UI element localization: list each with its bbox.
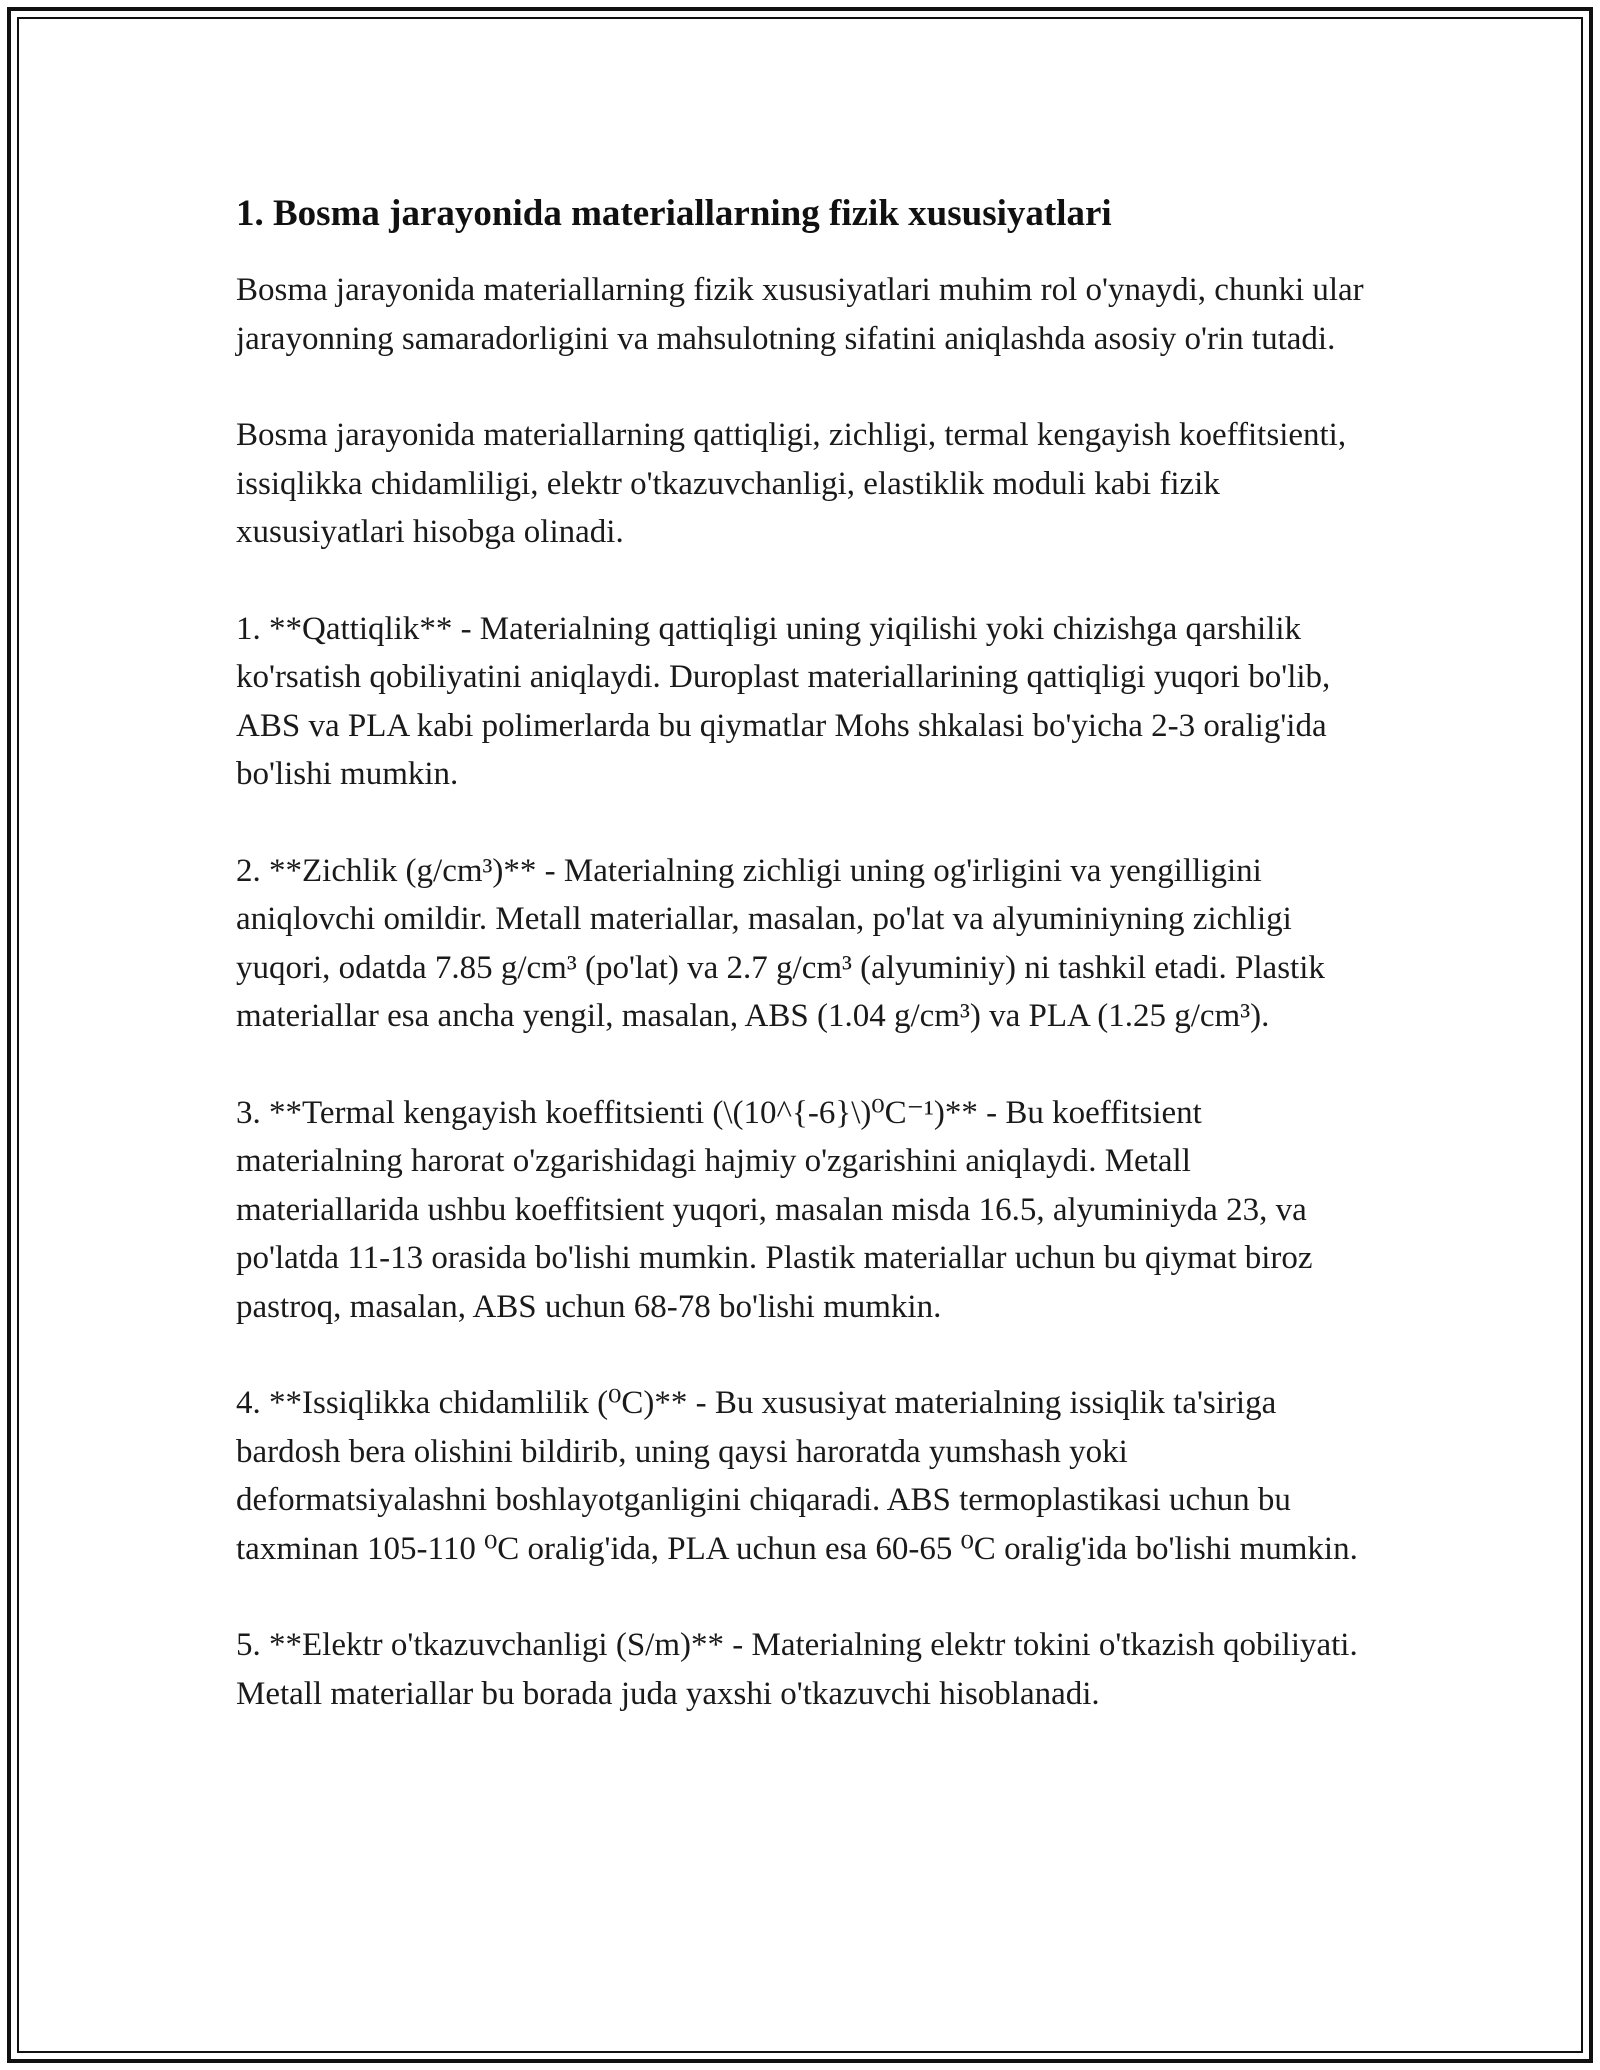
paragraph-thermal-expansion: 3. **Termal kengayish koeffitsienti (\(10^{-6}\)⁰C⁻¹)** - Bu koeffitsient materialning harorat o'zgarishidagi hajmiy o'zgarishini aniqlaydi. Metall materiallarida ushbu koeffitsient yuqori, masalan misda 16.5, alyuminiyda 23, va po'latda 11-13 orasida bo'lishi mumkin. Plastik materiallar uchun bu qiymat biroz pastroq, masalan, ABS uchun 68-78 bo'lishi mumkin. bbox=[236, 1094, 1313, 1325]
paragraph-hardness: 1. **Qattiqlik** - Materialning qattiqligi uning yiqilishi yoki chizishga qarshilik ko'rsatish qobiliyatini aniqlaydi. Duroplast materiallarining qattiqligi yuqori bo'lib, ABS va PLA kabi polimerlarda bu qiymatlar Mohs shkalasi bo'yicha 2-3 oralig'ida bo'lishi mumkin. bbox=[236, 610, 1331, 792]
document-body bbox=[236, 188, 1366, 1766]
paragraph-density: 2. **Zichlik (g/cm³)** - Materialning zichligi uning og'irligini va yengilligini aniqlovchi omildir. Metall materiallar, masalan, po'lat va alyuminiyning zichligi yuqori, odatda 7.85 g/cm³ (po'lat) va 2.7 g/cm³ (alyuminiy) ni tashkil etadi. Plastik materiallar esa ancha yengil, masalan, ABS (1.04 g/cm³) va PLA (1.25 g/cm³). bbox=[236, 852, 1325, 1034]
paragraph-electrical-conductivity: 5. **Elektr o'tkazuvchanligi (S/m)** - Materialning elektr tokini o'tkazish qobiliyati. Metall materiallar bu borada juda yaxshi o'tkazuvchi hisoblanadi. bbox=[236, 1627, 1358, 1712]
paragraph-intro: Bosma jarayonida materiallarning fizik xususiyatlari muhim rol o'ynaydi, chunki ular jarayonning samaradorligini va mahsulotning sifatini aniqlashda asosiy o'rin tutadi. bbox=[236, 272, 1364, 357]
paragraph-properties-list: Bosma jarayonida materiallarning qattiqligi, zichligi, termal kengayish koeffitsienti, issiqlikka chidamliligi, elektr o'tkazuvchanligi, elastiklik moduli kabi fizik xususiyatlari hisobga olinadi. bbox=[236, 417, 1347, 550]
paragraph-heat-resistance: 4. **Issiqlikka chidamlilik (⁰C)** - Bu xususiyat materialning issiqlik ta'siriga bardosh bera olishini bildirib, uning qaysi haroratda yumshash yoki deformatsiyalashni boshlayotganligini chiqaradi. ABS termoplastikasi uchun bu taxminan 105-110 ⁰C oralig'ida, PLA uchun esa 60-65 ⁰C oralig'ida bo'lishi mumkin. bbox=[236, 1385, 1358, 1567]
section-heading: 1. Bosma jarayonida materiallarning fizik xususiyatlari bbox=[236, 193, 1112, 234]
